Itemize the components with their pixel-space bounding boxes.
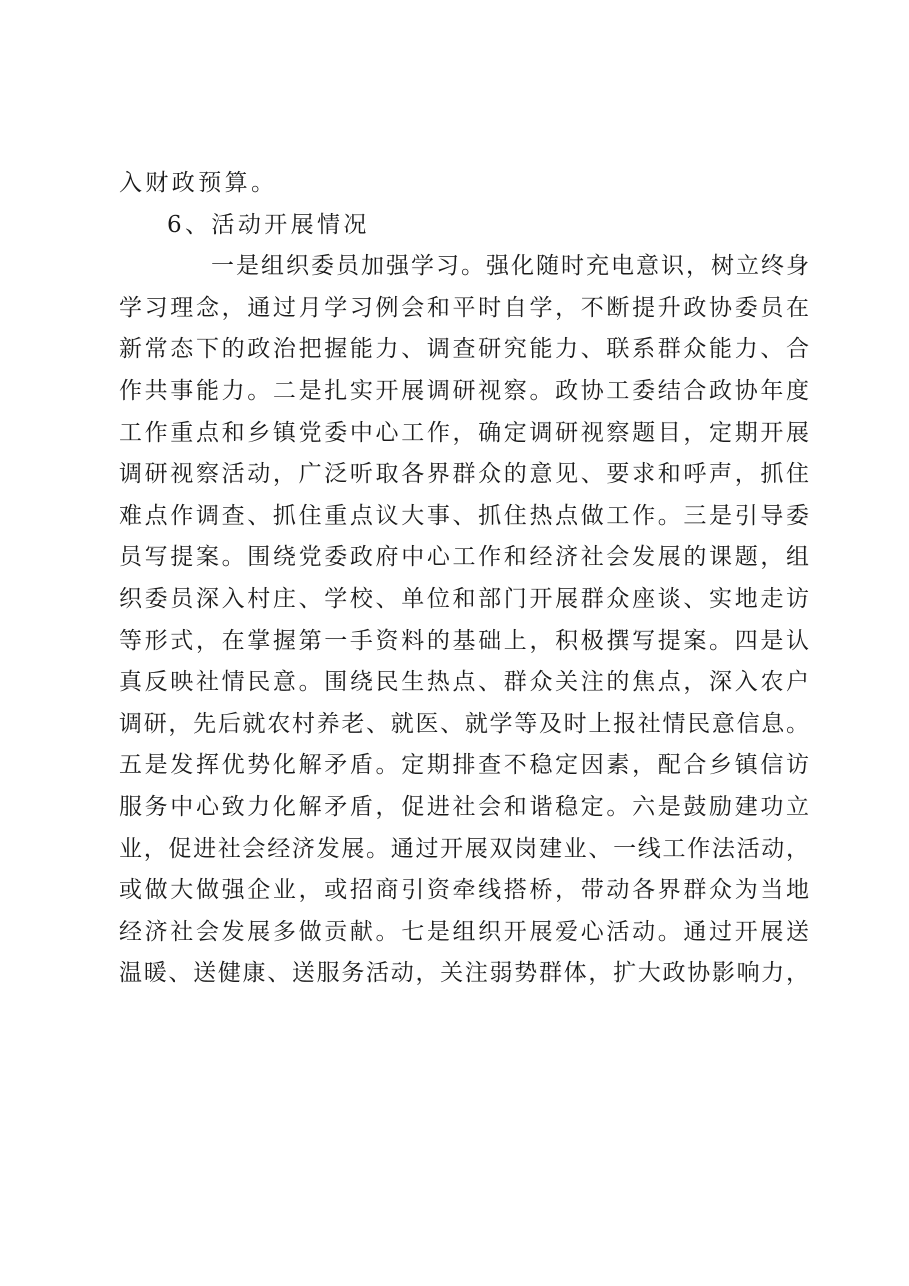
paragraph-line: 真反映社情民意。围绕民生热点、群众关注的焦点，深入农户 [119,669,809,696]
paragraph-line: 或做大做强企业，或招商引资牵线搭桥，带动各界群众为当地 [119,877,809,904]
paragraph-line: 服务中心致力化解矛盾，促进社会和谐稳定。六是鼓励建功立 [119,793,809,820]
paragraph-line: 等形式，在掌握第一手资料的基础上，积极撰写提案。四是认 [119,627,809,654]
paragraph-line: 工作重点和乡镇党委中心工作，确定调研视察题目，定期开展 [119,419,809,446]
paragraph-line: 调研，先后就农村养老、就医、就学等及时上报社情民意信息。 [119,710,809,737]
paragraph-line: 业，促进社会经济发展。通过开展双岗建业、一线工作法活动， [119,835,809,862]
paragraph-line: 作共事能力。二是扎实开展调研视察。政协工委结合政协年度 [119,377,809,404]
paragraph-line: 新常态下的政治把握能力、调查研究能力、联系群众能力、合 [119,336,809,363]
paragraph-line: 难点作调查、抓住重点议大事、抓住热点做工作。三是引导委 [119,502,809,529]
paragraph-line: 学习理念，通过月学习例会和平时自学，不断提升政协委员在 [119,294,809,321]
paragraph-line: 织委员深入村庄、学校、单位和部门开展群众座谈、实地走访 [119,585,809,612]
paragraph-line: 员写提案。围绕党委政府中心工作和经济社会发展的课题，组 [119,544,809,571]
paragraph-line: 一是组织委员加强学习。强化随时充电意识，树立终身 [211,253,809,280]
paragraph-line: 调研视察活动，广泛听取各界群众的意见、要求和呼声，抓住 [119,461,809,488]
document-body [119,163,809,995]
paragraph-line: 入财政预算。 [119,170,278,196]
paragraph-line: 温暖、送健康、送服务活动，关注弱势群体，扩大政协影响力， [119,960,809,987]
paragraph-line: 五是发挥优势化解矛盾。定期排查不稳定因素，配合乡镇信访 [119,752,809,779]
paragraph-line: 经济社会发展多做贡献。七是组织开展爱心活动。通过开展送 [119,918,809,945]
section-heading: 6、活动开展情况 [167,211,370,238]
